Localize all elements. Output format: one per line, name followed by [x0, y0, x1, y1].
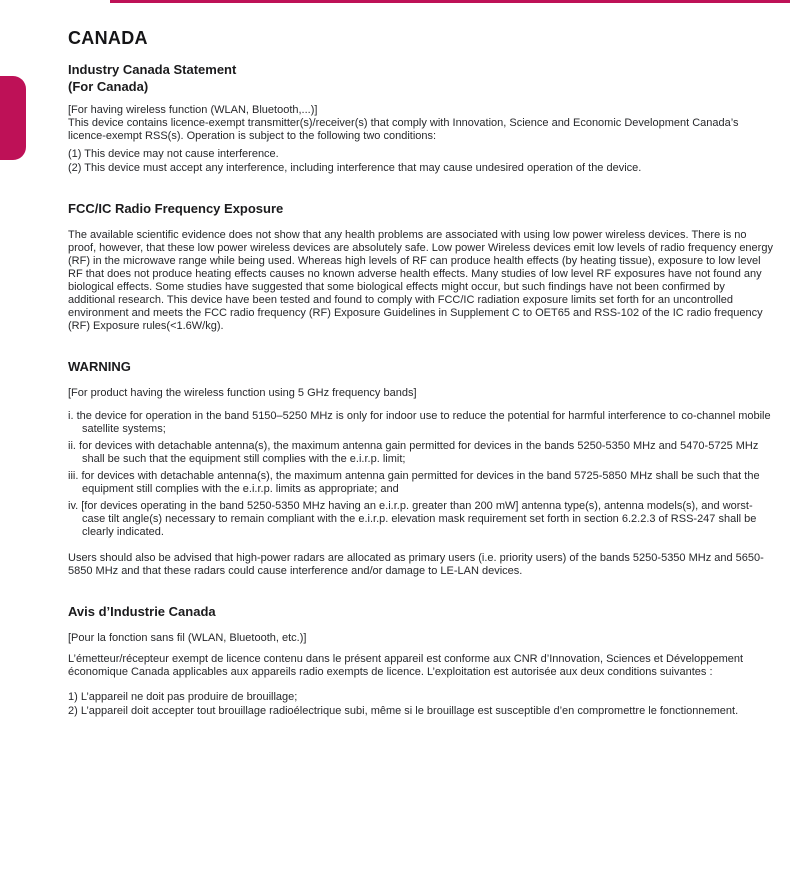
section-heading: FCC/IC Radio Frequency Exposure — [68, 201, 284, 216]
paragraph-wireless-note: [For having wireless function (WLAN, Bluetooth,...)] — [68, 104, 318, 116]
section-warning — [68, 359, 774, 578]
list-item-marker: iii. — [68, 470, 79, 482]
section-heading: Industry Canada Statement — [68, 62, 237, 77]
paragraph-group — [68, 229, 774, 333]
top-accent-line — [110, 0, 790, 3]
section-heading: Avis d’Industrie Canada — [68, 604, 216, 619]
paragraph-5ghz-note: [For product having the wireless function using 5 GHz frequency bands] — [68, 387, 417, 399]
condition-item: (1) This device may not cause interference. — [68, 148, 279, 160]
section-fcc-ic-rf-exposure — [68, 201, 774, 333]
list-item-text: for devices with detachable antenna(s), the maximum antenna gain permitted for devices in the bands 5250-5350 MHz and 5470-5725 MHz shall be such that the equipment still complies with the e.i.r.p. limit; — [79, 440, 759, 465]
paragraph-group — [68, 104, 774, 143]
paragraph-radar-advisory: Users should also be advised that high-power radars are allocated as primary users (i.e. priority users) of the bands 5250-5350 MHz and 5650-5850 MHz and that these radars could cause interference and/or damage to LE-LAN devices. — [68, 552, 764, 577]
paragraph-group — [68, 632, 774, 679]
warning-items-list — [68, 410, 774, 539]
chapter-side-tab — [0, 76, 26, 160]
section-avis-industrie-canada — [68, 604, 774, 718]
list-item-marker: i. — [68, 410, 74, 422]
list-item-text: [for devices operating in the band 5250-5350 MHz having an e.i.r.p. greater than 200 mW] antenna type(s), antenna models(s), and worst-case tilt angle(s) necessary to remain compliant with the e.i.r.p. elevation mask requirement set forth in section 6.2.2.3 of RSS-247 shall be clearly indicated. — [81, 500, 757, 538]
list-item — [68, 440, 774, 466]
condition-item: (2) This device must accept any interference, including interference that may cause undesired operation of the device. — [68, 162, 642, 174]
condition-item: 1) L’appareil ne doit pas produire de brouillage; — [68, 691, 298, 703]
list-item — [68, 470, 774, 496]
list-item-marker: ii. — [68, 440, 76, 452]
list-item-text: for devices with detachable antenna(s), the maximum antenna gain permitted for devices in the band 5725-5850 MHz shall be such that the equipment still complies with the e.i.r.p. limits as appropriate; and — [81, 470, 760, 495]
page-title: CANADA — [68, 28, 148, 48]
conditions-list — [68, 148, 774, 175]
list-item-marker: iv. — [68, 500, 79, 512]
section-industry-canada-statement — [68, 62, 774, 175]
paragraph-group — [68, 387, 774, 400]
page-content — [68, 24, 774, 718]
list-item — [68, 410, 774, 436]
list-item — [68, 500, 774, 539]
paragraph-rf-exposure: The available scientific evidence does not show that any health problems are associated with using low power wireless devices. There is no proof, however, that these low power wireless devices are absolutely safe. Low power Wireless devices emit low levels of radio frequency energy (RF) in the microwave range while being used. Whereas high levels of RF can produce health effects (by heating tissue), exposure to low level RF that does not produce heating effects causes no known adverse health effects. Many studies of low level RF exposures have not found any biological effects. Some studies have suggested that some biological effects might occur, but such findings have not been confirmed by additional research. This device have been tested and found to comply with FCC/IC radiation exposure limits set forth for an uncontrolled environment and meets the FCC radio frequency (RF) Exposure Guidelines in Supplement C to OET65 and RSS-102 of the IC radio frequency (RF) Exposure rules(<1.6W/kg). — [68, 229, 773, 332]
paragraph-fr-wireless-note: [Pour la fonction sans fil (WLAN, Bluetooth, etc.)] — [68, 632, 307, 644]
paragraph-device-compliance: This device contains licence-exempt transmitter(s)/receiver(s) that comply with Innovation, Science and Economic Development Canada’s licence-exempt RSS(s). Operation is subject to the following two conditions: — [68, 117, 739, 142]
section-heading: WARNING — [68, 359, 131, 374]
section-subheading: (For Canada) — [68, 79, 149, 94]
list-item-text: the device for operation in the band 5150–5250 MHz is only for indoor use to reduce the potential for harmful interference to co-channel mobile satellite systems; — [76, 410, 771, 435]
paragraph-fr-compliance: L’émetteur/récepteur exempt de licence contenu dans le présent appareil est conforme aux CNR d’Innovation, Sciences et Développement économique Canada applicables aux appareils radio exempts de licence. L’exploitation est autorisée aux deux conditions suivantes : — [68, 653, 744, 678]
conditions-list — [68, 691, 774, 718]
condition-item: 2) L’appareil doit accepter tout brouillage radioélectrique subi, même si le brouillage est susceptible d’en compromettre le fonctionnement. — [68, 705, 739, 717]
